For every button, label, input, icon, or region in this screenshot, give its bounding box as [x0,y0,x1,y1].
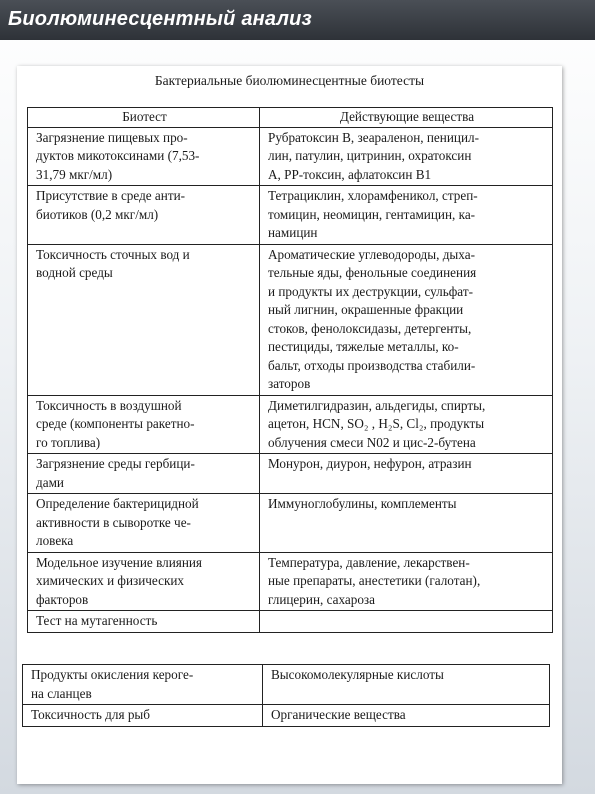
substances-cell: Диметилгидразин, альдегиды, спирты, ацетон, HCN, SO₂ , H₂S, Cl₂, продукты облучения смеси N02 и цис-2-бутена [260,395,553,454]
biotest-cell: Модельное изучение влияния химических и физических факторов [28,552,260,611]
substances-cell: Температура, давление, лекарствен- ные препараты, анестетики (галотан), глицерин, сахароза [260,552,553,611]
biotest-cell: Токсичность сточных вод и водной среды [28,244,260,395]
biotest-cell: Определение бактерицидной активности в сыворотке че- ловека [28,494,260,553]
substances-cell: Рубратоксин В, зеараленон, пеницил- лин, патулин, цитринин, охратоксин А, РР-токсин, афлатоксин В1 [260,127,553,186]
document-page [17,66,562,784]
slide-title: Биолюминесцентный анализ [8,8,312,30]
biotest-table [27,107,553,633]
substances-cell [260,611,553,633]
table-header-row [28,108,553,128]
substances-cell: Органические вещества [263,705,550,727]
table-row [28,494,553,553]
substances-cell: Иммуноглобулины, комплементы [260,494,553,553]
biotest-cell: Загрязнение среды гербици- дами [28,454,260,494]
table-row [28,454,553,494]
table-caption: Бактериальные биолюминесцентные биотесты [154,73,425,88]
substances-cell: Ароматические углеводороды, дыха- тельные яды, фенольные соединения и продукты их деструкции, сульфат- ный лигнин, окрашенные фракции стоков, фенолоксидазы, детергенты, пестициды, тяжелые металлы, ко- бальт, отходы производства стабили- заторов [260,244,553,395]
biotest-cell: Токсичность для рыб [23,705,263,727]
biotest-cell: Присутствие в среде анти- биотиков (0,2 мкг/мл) [28,186,260,245]
table-row [28,552,553,611]
table-row [28,611,553,633]
biotest-cell: Продукты окисления кероге- на сланцев [23,665,263,705]
substances-cell: Тетрациклин, хлорамфеникол, стреп- томицин, неомицин, гентамицин, ка- намицин [260,186,553,245]
biotest-table-continuation [22,664,550,727]
biotest-cell: Тест на мутагенность [28,611,260,633]
header-biotest: Биотест [28,108,260,128]
table-row [23,705,550,727]
table-row [28,186,553,245]
header-substances: Действующие вещества [260,108,553,128]
table-row [28,127,553,186]
substances-cell: Монурон, диурон, нефурон, атразин [260,454,553,494]
table-row [28,244,553,395]
substances-cell: Высокомолекулярные кислоты [263,665,550,705]
biotest-cell: Токсичность в воздушной среде (компоненты ракетно- го топлива) [28,395,260,454]
table-row [28,395,553,454]
table-row [23,665,550,705]
biotest-cell: Загрязнение пищевых про- дуктов микотоксинами (7,53- 31,79 мкг/мл) [28,127,260,186]
